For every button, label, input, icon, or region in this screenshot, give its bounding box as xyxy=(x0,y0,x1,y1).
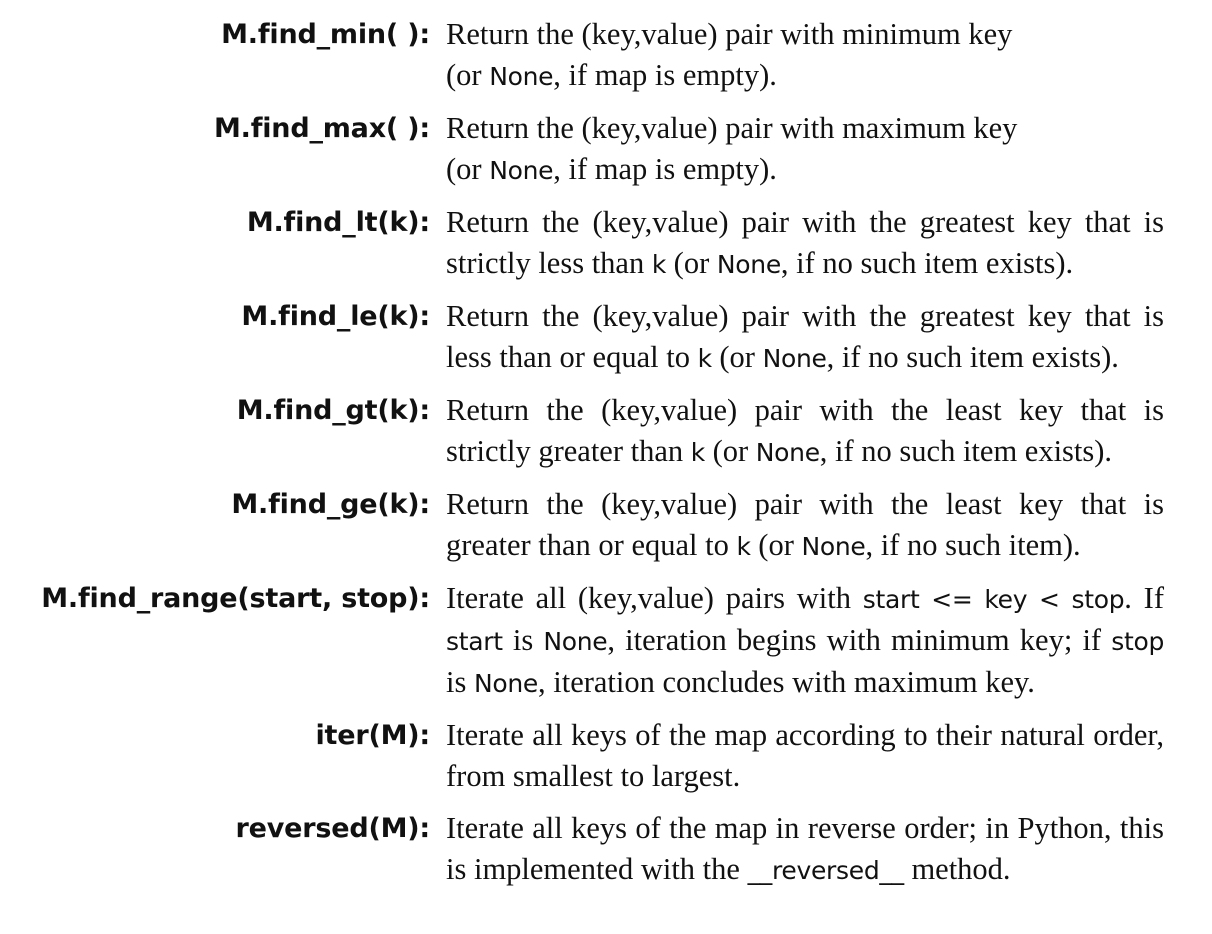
description-text: , iteration concludes with maximum key. xyxy=(538,665,1035,699)
method-description xyxy=(446,108,1164,202)
method-description xyxy=(446,14,1164,108)
description-text: (or xyxy=(711,340,763,374)
code-token: None xyxy=(762,344,827,373)
method-entry xyxy=(0,296,1212,390)
code-token: stop xyxy=(1111,627,1165,656)
description-text: , if map is empty). xyxy=(553,58,777,92)
description-text: Return the (key,value) pair with maximum key xyxy=(446,111,1018,145)
method-signature: M.find_le(k): xyxy=(241,301,430,332)
method-entry xyxy=(0,578,1212,715)
method-entry xyxy=(0,202,1212,296)
description-text: (or xyxy=(704,434,756,468)
description-text: Iterate all (key,value) pairs with xyxy=(446,581,863,615)
method-description xyxy=(446,202,1164,296)
code-token: __reversed__ xyxy=(747,856,904,885)
description-text: Iterate all keys of the map according to their natural order, from smallest to largest. xyxy=(446,718,1164,793)
method-entry xyxy=(0,14,1212,108)
code-token: None xyxy=(489,156,554,185)
code-token: None xyxy=(473,669,538,698)
description-text: , if no such item exists). xyxy=(780,246,1074,280)
method-description xyxy=(446,578,1164,715)
description-text: (or xyxy=(446,152,490,186)
method-signature: M.find_min( ): xyxy=(221,19,430,50)
description-text: Return the (key,value) pair with the least key that is strictly greater than xyxy=(446,393,1164,468)
description-text: Return the (key,value) pair with the greatest key that is strictly less than xyxy=(446,205,1164,280)
method-signature: M.find_lt(k): xyxy=(246,207,430,238)
method-entry xyxy=(0,808,1212,902)
description-text: is xyxy=(446,665,474,699)
description-text: Return the (key,value) pair with minimum key xyxy=(446,17,1013,51)
description-text: , if no such item exists). xyxy=(819,434,1113,468)
method-description xyxy=(446,715,1164,808)
code-token: None xyxy=(801,532,866,561)
method-signature: iter(M): xyxy=(315,720,430,751)
description-text: Iterate all keys of the map in reverse order; in Python, this is implemented with the xyxy=(446,811,1164,886)
method-signature: M.find_range(start, stop): xyxy=(41,583,430,614)
method-signature: M.find_ge(k): xyxy=(231,489,430,520)
description-text: (or xyxy=(666,246,717,280)
description-text: is xyxy=(502,623,544,657)
code-token: k xyxy=(651,250,667,279)
method-entry xyxy=(0,715,1212,808)
description-text: , if no such item exists). xyxy=(826,340,1119,374)
description-text: . If xyxy=(1124,581,1164,615)
description-text: , if map is empty). xyxy=(553,152,777,186)
description-text: (or xyxy=(446,58,490,92)
code-token: k xyxy=(736,532,751,561)
method-signature: reversed(M): xyxy=(235,813,430,844)
method-description xyxy=(446,296,1164,390)
description-text: Return the (key,value) pair with the least key that is greater than or equal to xyxy=(446,487,1164,562)
code-token: None xyxy=(543,627,608,656)
method-entry xyxy=(0,108,1212,202)
code-token: k xyxy=(690,438,705,467)
method-description xyxy=(446,808,1164,902)
method-signature: M.find_gt(k): xyxy=(236,395,430,426)
code-token: None xyxy=(716,250,781,279)
method-description xyxy=(446,390,1164,484)
code-token: start <= key < stop xyxy=(862,585,1125,614)
method-entry xyxy=(0,390,1212,484)
description-text: , iteration begins with minimum key; if xyxy=(607,623,1112,657)
description-text: method. xyxy=(903,852,1011,886)
method-signature: M.find_max( ): xyxy=(213,113,430,144)
description-text: (or xyxy=(750,528,802,562)
description-text: , if no such item). xyxy=(865,528,1081,562)
code-token: None xyxy=(755,438,820,467)
method-list xyxy=(0,14,1212,902)
method-entry xyxy=(0,484,1212,578)
code-token: None xyxy=(489,62,554,91)
description-text: Return the (key,value) pair with the greatest key that is less than or equal to xyxy=(446,299,1164,374)
code-token: start xyxy=(446,627,503,656)
code-token: k xyxy=(697,344,712,373)
method-description xyxy=(446,484,1164,578)
